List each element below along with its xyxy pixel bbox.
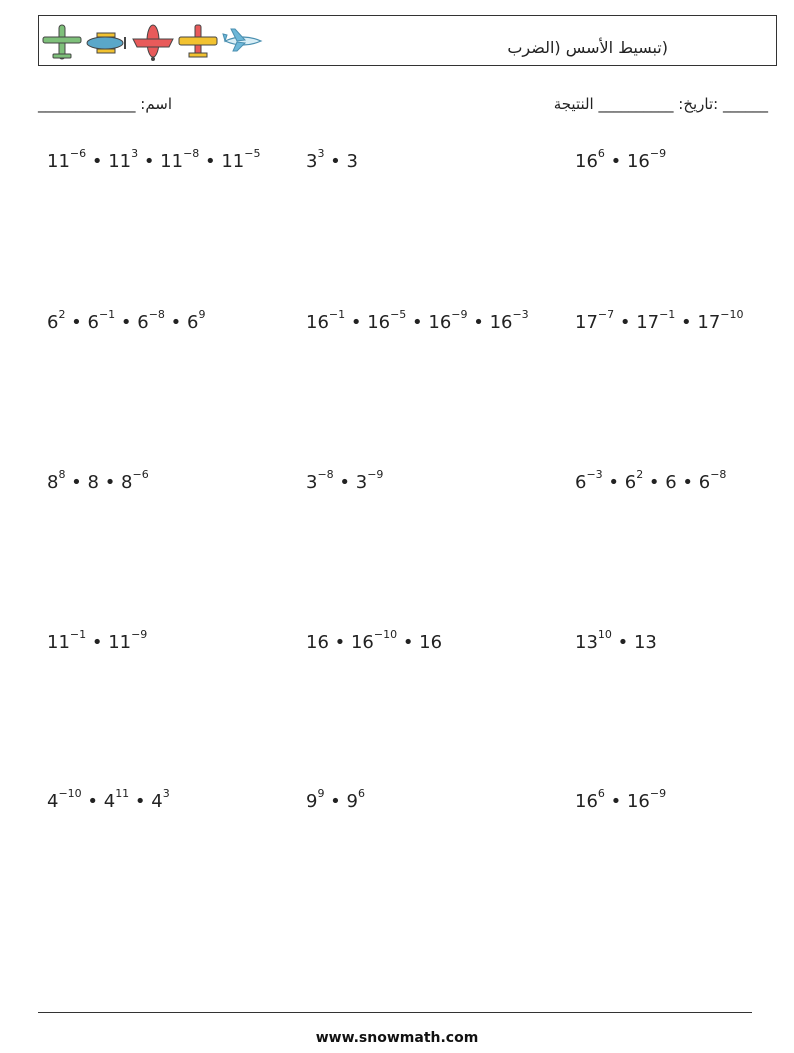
multiply-dot: •	[98, 472, 122, 493]
exponent: −7	[597, 308, 615, 321]
base: 6	[87, 312, 99, 333]
exponent: −1	[659, 308, 676, 321]
exponent: −8	[710, 468, 727, 481]
problem-8	[306, 468, 384, 493]
base: 16	[306, 312, 329, 333]
exponent: 2	[636, 468, 644, 481]
problem-4	[47, 308, 206, 333]
multiply-dot: •	[675, 312, 698, 333]
base: 4	[103, 791, 116, 812]
exponent: −10	[720, 308, 744, 321]
base: 11	[47, 632, 70, 653]
exponent: 9	[317, 787, 325, 800]
multiply-dot: •	[138, 151, 161, 172]
multiply-dot: •	[406, 312, 429, 333]
multiply-dot: •	[81, 791, 104, 812]
base: 16	[626, 791, 650, 812]
base: 13	[575, 632, 598, 653]
exponent: −9	[131, 628, 148, 641]
exponent: 9	[198, 308, 206, 321]
base: 3	[306, 151, 318, 172]
exponent: −10	[373, 628, 398, 641]
footer-divider	[38, 1012, 752, 1013]
base: 8	[87, 472, 99, 493]
exponent: 2	[58, 308, 66, 321]
exponent: −8	[317, 468, 334, 481]
multiply-dot: •	[604, 791, 627, 812]
exponent: 6	[357, 787, 365, 800]
multiply-dot: •	[614, 312, 637, 333]
airplane-icons	[41, 21, 265, 63]
multiply-dot: •	[324, 151, 347, 172]
multiply-dot: •	[129, 791, 152, 812]
multiply-dot: •	[86, 632, 109, 653]
exponent: −9	[451, 308, 468, 321]
worksheet-header	[38, 15, 777, 66]
problem-3	[575, 147, 667, 172]
base: 8	[121, 472, 133, 493]
multiply-dot: •	[643, 472, 666, 493]
exponent: −1	[328, 308, 346, 321]
problem-6	[575, 308, 744, 333]
base: 6	[47, 312, 59, 333]
multiply-dot: •	[604, 151, 627, 172]
problem-15	[575, 787, 667, 812]
exponent: −9	[649, 787, 667, 800]
exponent: 11	[115, 787, 130, 800]
base: 6	[575, 472, 587, 493]
problem-9	[575, 468, 727, 493]
multiply-dot: •	[65, 472, 88, 493]
multiply-dot: •	[397, 632, 420, 653]
problem-13	[47, 787, 170, 812]
base: 6	[698, 472, 711, 493]
exponent: 6	[597, 147, 605, 160]
base: 16	[489, 312, 513, 333]
base: 16	[575, 791, 598, 812]
multiply-dot: •	[611, 632, 634, 653]
base: 6	[624, 472, 637, 493]
exponent: 10	[597, 628, 612, 641]
base: 9	[346, 791, 358, 812]
base: 17	[697, 312, 721, 333]
base: 16	[367, 312, 391, 333]
multiply-dot: •	[65, 312, 88, 333]
base: 4	[47, 791, 59, 812]
airplane-icon	[41, 21, 83, 63]
exponent: −1	[69, 628, 87, 641]
base: 11	[221, 151, 245, 172]
exponent: −10	[58, 787, 82, 800]
base: 17	[575, 312, 598, 333]
base: 4	[151, 791, 163, 812]
exponent: −6	[132, 468, 149, 481]
base: 11	[160, 151, 184, 172]
base: 13	[633, 632, 657, 653]
base: 11	[47, 151, 70, 172]
problem-5	[306, 308, 529, 333]
airplane-icon	[85, 21, 129, 63]
exponent: 8	[58, 468, 66, 481]
problem-14	[306, 787, 365, 812]
date-result-field: ______ :تاريخ: __________ النتيجة	[553, 95, 768, 113]
exponent: −3	[586, 468, 603, 481]
airplane-icon	[177, 21, 219, 63]
multiply-dot: •	[467, 312, 490, 333]
exponent: −6	[69, 147, 87, 160]
exponent: 3	[131, 147, 139, 160]
exponent: −5	[244, 147, 261, 160]
multiply-dot: •	[164, 312, 187, 333]
multiply-dot: •	[115, 312, 138, 333]
footer-url: www.snowmath.com	[315, 1030, 479, 1046]
multiply-dot: •	[345, 312, 368, 333]
exponent: −9	[367, 468, 384, 481]
exponent: 3	[162, 787, 170, 800]
base: 16	[428, 312, 452, 333]
exponent: −5	[390, 308, 407, 321]
worksheet-title: (تبسيط الأسس (الضرب	[507, 38, 668, 57]
problem-2	[306, 147, 358, 172]
airplane-icon	[131, 21, 175, 63]
base: 8	[47, 472, 59, 493]
base: 16	[626, 151, 650, 172]
base: 6	[665, 472, 677, 493]
multiply-dot: •	[602, 472, 625, 493]
multiply-dot: •	[333, 472, 356, 493]
base: 16	[350, 632, 374, 653]
exponent: −9	[649, 147, 667, 160]
base: 6	[186, 312, 199, 333]
base: 11	[108, 151, 132, 172]
multiply-dot: •	[199, 151, 222, 172]
problem-10	[47, 628, 148, 653]
base: 17	[636, 312, 660, 333]
base: 3	[355, 472, 368, 493]
problem-12	[575, 628, 657, 653]
base: 9	[306, 791, 318, 812]
exponent: −8	[148, 308, 165, 321]
base: 11	[108, 632, 132, 653]
name-field: اسم: _____________	[38, 95, 173, 113]
multiply-dot: •	[324, 791, 347, 812]
problem-1	[47, 147, 261, 172]
problem-11	[306, 628, 443, 653]
base: 6	[137, 312, 149, 333]
airplane-icon	[221, 21, 265, 63]
base: 16	[419, 632, 443, 653]
multiply-dot: •	[328, 632, 351, 653]
base: 3	[346, 151, 358, 172]
base: 16	[575, 151, 598, 172]
multiply-dot: •	[676, 472, 699, 493]
exponent: 6	[597, 787, 605, 800]
exponent: −3	[512, 308, 529, 321]
base: 3	[306, 472, 318, 493]
exponent: −8	[183, 147, 200, 160]
base: 16	[306, 632, 329, 653]
problem-7	[47, 468, 149, 493]
multiply-dot: •	[86, 151, 109, 172]
exponent: 3	[317, 147, 325, 160]
exponent: −1	[98, 308, 116, 321]
